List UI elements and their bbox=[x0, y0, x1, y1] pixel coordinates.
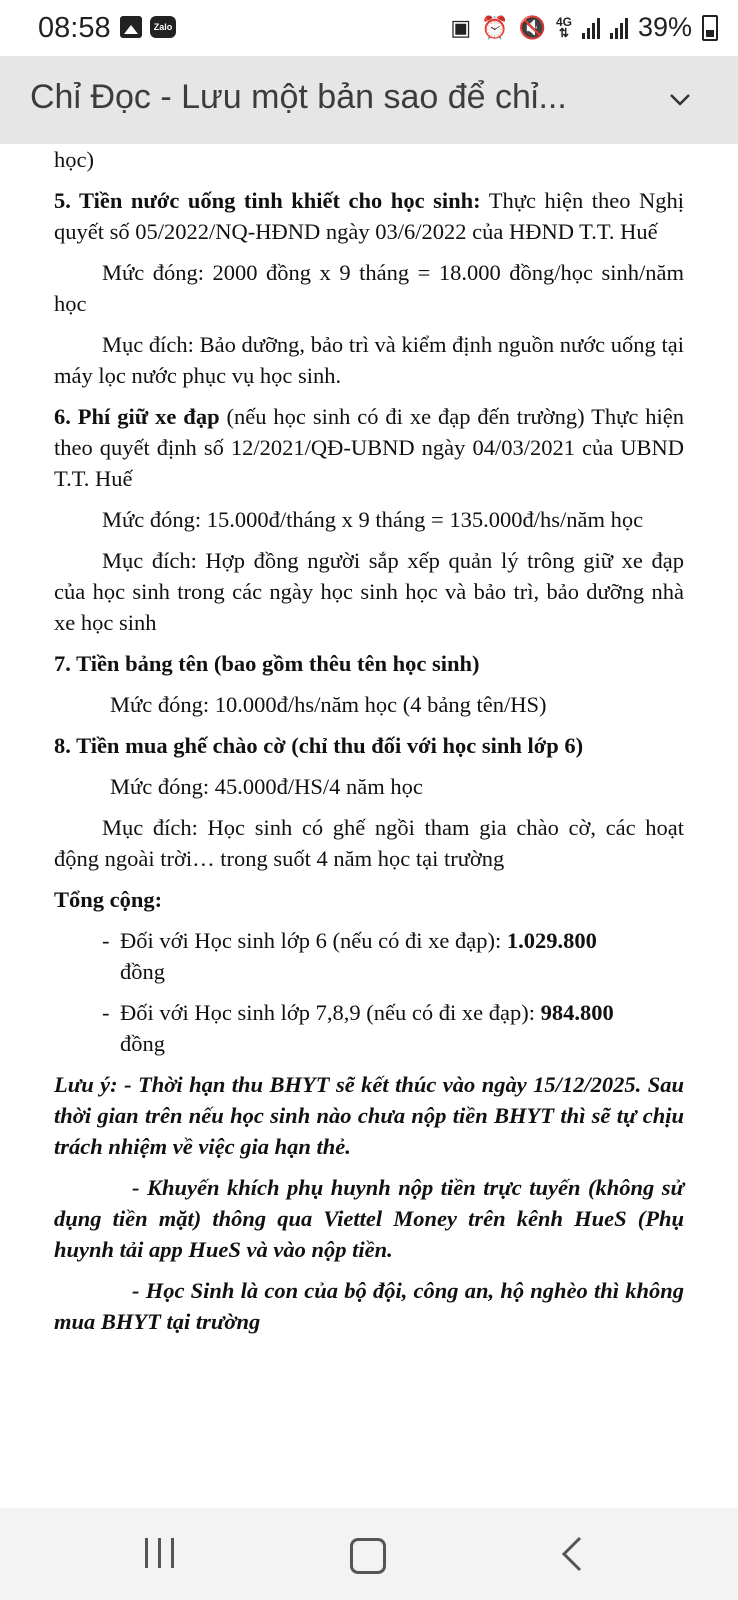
status-time: 08:58 bbox=[38, 12, 111, 44]
battery-icon bbox=[702, 15, 718, 41]
note-2: - Khuyến khích phụ huynh nộp tiền trực tuyến (không sử dụng tiền mặt) thông qua Viettel Money trên kênh HueS (Phụ huynh tải app HueS và vào nộp tiền. bbox=[54, 1175, 684, 1262]
signal-icon bbox=[582, 17, 600, 39]
battery-percent: 39% bbox=[637, 12, 692, 42]
document-title: Chỉ Đọc - Lưu một bản sao để chỉ... bbox=[30, 78, 567, 116]
section-6 bbox=[54, 401, 684, 494]
list-item: - Đối với Học sinh lớp 7,8,9 (nếu có đi xe đạp): 984.800 đồng bbox=[102, 1000, 614, 1056]
section-6-text: (nếu học sinh có đi xe đạp đến trường) Thực hiện theo quyết định số 12/2021/QĐ-UBND ngày 04/03/2021 của UBND T.T. Huế bbox=[54, 404, 684, 491]
home-icon[interactable] bbox=[350, 1538, 386, 1574]
section-8-purpose: Mục đích: Học sinh có ghế ngồi tham gia chào cờ, các hoạt động ngoài trời… trong suốt 4 năm học tại trường bbox=[54, 815, 684, 871]
chevron-down-icon[interactable] bbox=[668, 88, 692, 112]
battery-saver-icon: ▣ bbox=[450, 14, 472, 40]
signal-icon bbox=[610, 17, 628, 39]
section-8-fee: Mức đóng: 45.000đ/HS/4 năm học bbox=[110, 774, 423, 799]
section-5-fee: Mức đóng: 2000 đồng x 9 tháng = 18.000 đồng/học sinh/năm học bbox=[54, 260, 684, 316]
zalo-icon: Zalo bbox=[150, 16, 176, 38]
section-5-heading: 5. Tiền nước uống tinh khiết cho học sinh: bbox=[54, 188, 481, 213]
text-fragment: học) bbox=[54, 147, 94, 172]
back-icon[interactable] bbox=[558, 1536, 588, 1572]
gallery-icon bbox=[120, 16, 142, 38]
navigation-bar bbox=[0, 1508, 738, 1600]
alarm-icon: ⏰ bbox=[481, 14, 509, 40]
document-toolbar bbox=[0, 56, 738, 144]
note-1: Lưu ý: - Thời hạn thu BHYT sẽ kết thúc vào ngày 15/12/2025. Sau thời gian trên nếu học sinh nào chưa nộp tiền BHYT thì sẽ tự chịu trách nhiệm về việc gia hạn thẻ. bbox=[54, 1072, 684, 1159]
system-status bbox=[450, 12, 718, 43]
section-8-heading: 8. Tiền mua ghế chào cờ (chỉ thu đối với học sinh lớp 6) bbox=[54, 733, 584, 758]
status-bar bbox=[0, 0, 738, 56]
total-amount: 984.800 bbox=[540, 1000, 614, 1025]
section-6-purpose: Mục đích: Hợp đồng người sắp xếp quản lý trông giữ xe đạp của học sinh trong các ngày học sinh học và bảo trì, bảo dưỡng nhà xe học sinh bbox=[54, 548, 684, 635]
mute-icon: 🔇 bbox=[518, 14, 546, 40]
section-6-fee: Mức đóng: 15.000đ/tháng x 9 tháng = 135.000đ/hs/năm học bbox=[102, 507, 644, 532]
list-item: - Đối với Học sinh lớp 6 (nếu có đi xe đạp): 1.029.800 đồng bbox=[102, 928, 597, 984]
document-content bbox=[54, 144, 684, 1347]
network-type: 4G ⇅ bbox=[555, 14, 572, 40]
section-5-text: Thực hiện theo Nghị quyết số 05/2022/NQ-HĐND ngày 03/6/2022 của HĐND T.T. Huế bbox=[54, 188, 684, 244]
section-7-fee: Mức đóng: 10.000đ/hs/năm học (4 bảng tên/HS) bbox=[110, 692, 547, 717]
total-amount: 1.029.800 bbox=[506, 928, 597, 953]
recents-icon[interactable] bbox=[145, 1538, 174, 1568]
section-7-heading: 7. Tiền bảng tên (bao gồm thêu tên học sinh) bbox=[54, 651, 480, 676]
section-6-heading: 6. Phí giữ xe đạp bbox=[54, 404, 220, 429]
notification-icons bbox=[120, 16, 176, 38]
total-list bbox=[54, 925, 684, 1059]
note-3: - Học Sinh là con của bộ đội, công an, hộ nghèo thì không mua BHYT tại trường bbox=[54, 1278, 684, 1334]
total-heading: Tổng cộng: bbox=[54, 887, 163, 912]
section-5-purpose: Mục đích: Bảo dưỡng, bảo trì và kiểm định nguồn nước uống tại máy lọc nước phục vụ học sinh. bbox=[54, 332, 684, 388]
section-5 bbox=[54, 185, 684, 247]
